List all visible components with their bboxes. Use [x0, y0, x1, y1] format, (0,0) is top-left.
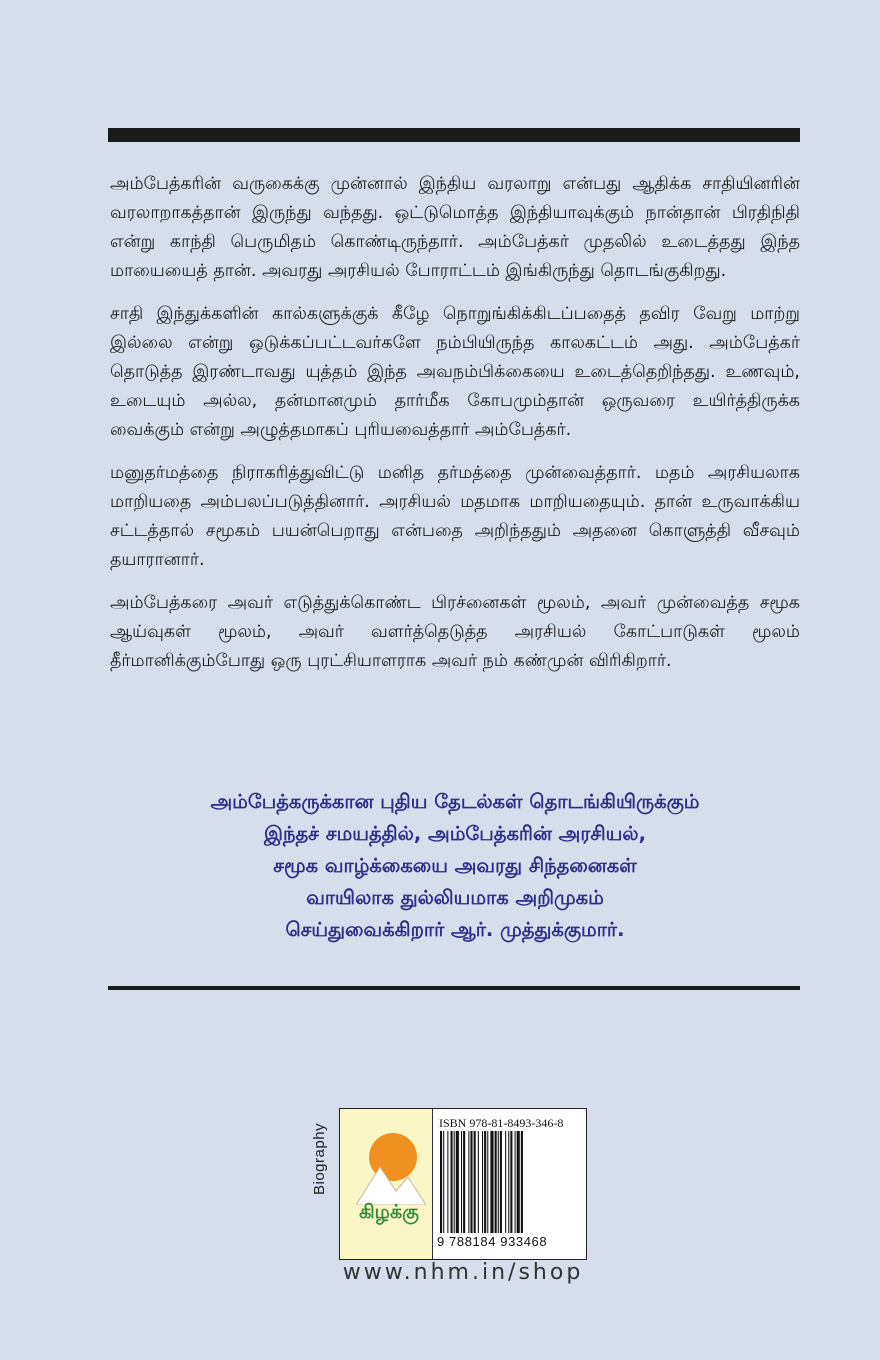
barcode-bar	[517, 1131, 520, 1233]
blurb	[110, 786, 800, 946]
blurb-line-2: இந்தச் சமயத்தில், அம்பேத்கரின் அரசியல்,	[264, 822, 646, 845]
paragraph-2: சாதி இந்துக்களின் கால்களுக்குக் கீழே நொறுங்கிக்கிடப்பதைத் தவிர வேறு மாற்று இல்லை என்று ஒடுக்கப்பட்டவர்களே நம்பியிருந்த காலகட்டம் அது. அம்பேத்கர் தொடுத்த இரண்டாவது யுத்தம் இந்த அவநம்பிக்கையை உடைத்தெறிந்தது. உணவும், உடையும் அல்ல, தன்மானமும் தார்மீக கோபமும்தான் ஒருவரை உயிர்த்திருக்க வைக்கும் என்று அழுத்தமாகப் புரியவைத்தார் அம்பேத்கர்.	[110, 304, 800, 440]
barcode-bar	[508, 1131, 509, 1233]
barcode-bar	[451, 1131, 453, 1233]
barcode-bar	[468, 1131, 469, 1233]
top-rule	[108, 128, 800, 142]
barcode-bar	[521, 1131, 523, 1233]
blurb-line-3: சமூக வாழ்க்கையை அவரது சிந்தனைகள்	[273, 854, 637, 877]
genre-label: Biography	[311, 1122, 328, 1195]
barcode-bar	[454, 1131, 455, 1233]
bottom-rule	[108, 986, 800, 990]
blurb-line-4: வாயிலாக துல்லியமாக அறிமுகம்	[306, 886, 604, 909]
barcode-bar	[498, 1131, 499, 1233]
paragraph-3: மனுதர்மத்தை நிராகரித்துவிட்டு மனித தர்மத்தை முன்வைத்தார். மதம் அரசியலாக மாறியதை அம்பலப்படுத்தினார். அரசியல் மதமாக மாறியதையும். தான் உருவாக்கிய சட்டத்தால் சமூகம் பயன்பெறாது என்பதை அறிந்ததும் அதனை கொளுத்தி வீசவும் தயாரானார்.	[110, 463, 800, 570]
isbn-box	[339, 1108, 587, 1260]
website-url: www.nhm.in/shop	[342, 1260, 584, 1285]
barcode-bar	[510, 1131, 512, 1233]
mountain-icon	[356, 1161, 426, 1205]
barcode-bar	[495, 1131, 497, 1233]
barcode-bars	[439, 1131, 579, 1233]
barcode-bar	[515, 1131, 516, 1233]
isbn-label: ISBN 978-81-8493-346-8	[439, 1116, 564, 1130]
barcode-bar	[443, 1131, 444, 1233]
description-text	[110, 170, 800, 690]
barcode-bar	[490, 1131, 493, 1233]
paragraph-4: அம்பேத்கரை அவர் எடுத்துக்கொண்ட பிரச்னைகள் மூலம், அவர் முன்வைத்த சமூக ஆய்வுகள் மூலம், அவர் வளர்த்தெடுத்த அரசியல் கோட்பாடுகள் மூலம் தீர்மானிக்கும்போது ஒரு புரட்சியாளராக அவர் நம் கண்முன் விரிகிறார்.	[110, 593, 800, 671]
barcode-bar	[447, 1131, 448, 1233]
barcode-bar	[463, 1131, 465, 1233]
barcode-bar	[461, 1131, 462, 1233]
barcode-bar	[440, 1131, 442, 1233]
publisher-logo-text: கிழக்கு	[359, 1201, 419, 1223]
barcode	[433, 1109, 586, 1259]
barcode-bar	[505, 1131, 506, 1233]
barcode-digits: 9 788184 933468	[437, 1234, 548, 1249]
barcode-bar	[484, 1131, 486, 1233]
barcode-bar	[478, 1131, 479, 1233]
barcode-bar	[482, 1131, 483, 1233]
barcode-bar	[456, 1131, 459, 1233]
blurb-line-1: அம்பேத்கருக்கான புதிய தேடல்கள் தொடங்கியிருக்கும்	[210, 790, 700, 813]
barcode-bar	[487, 1131, 488, 1233]
barcode-bar	[500, 1131, 502, 1233]
barcode-bar	[470, 1131, 472, 1233]
publisher-logo	[340, 1109, 433, 1259]
blurb-line-5: செய்துவைக்கிறார் ஆர். முத்துக்குமார்.	[285, 918, 625, 941]
paragraph-1: அம்பேத்கரின் வருகைக்கு முன்னால் இந்திய வரலாறு என்பது ஆதிக்க சாதியினரின் வரலாறாகத்தான் இருந்து வந்தது. ஒட்டுமொத்த இந்தியாவுக்கும் நான்தான் பிரதிநிதி என்று காந்தி பெருமிதம் கொண்டிருந்தார். அம்பேத்கர் முதலில் உடைத்தது இந்த மாயையைத் தான். அவரது அரசியல் போராட்டம் இங்கிருந்து தொடங்குகிறது.	[110, 174, 800, 281]
barcode-bar	[474, 1131, 476, 1233]
